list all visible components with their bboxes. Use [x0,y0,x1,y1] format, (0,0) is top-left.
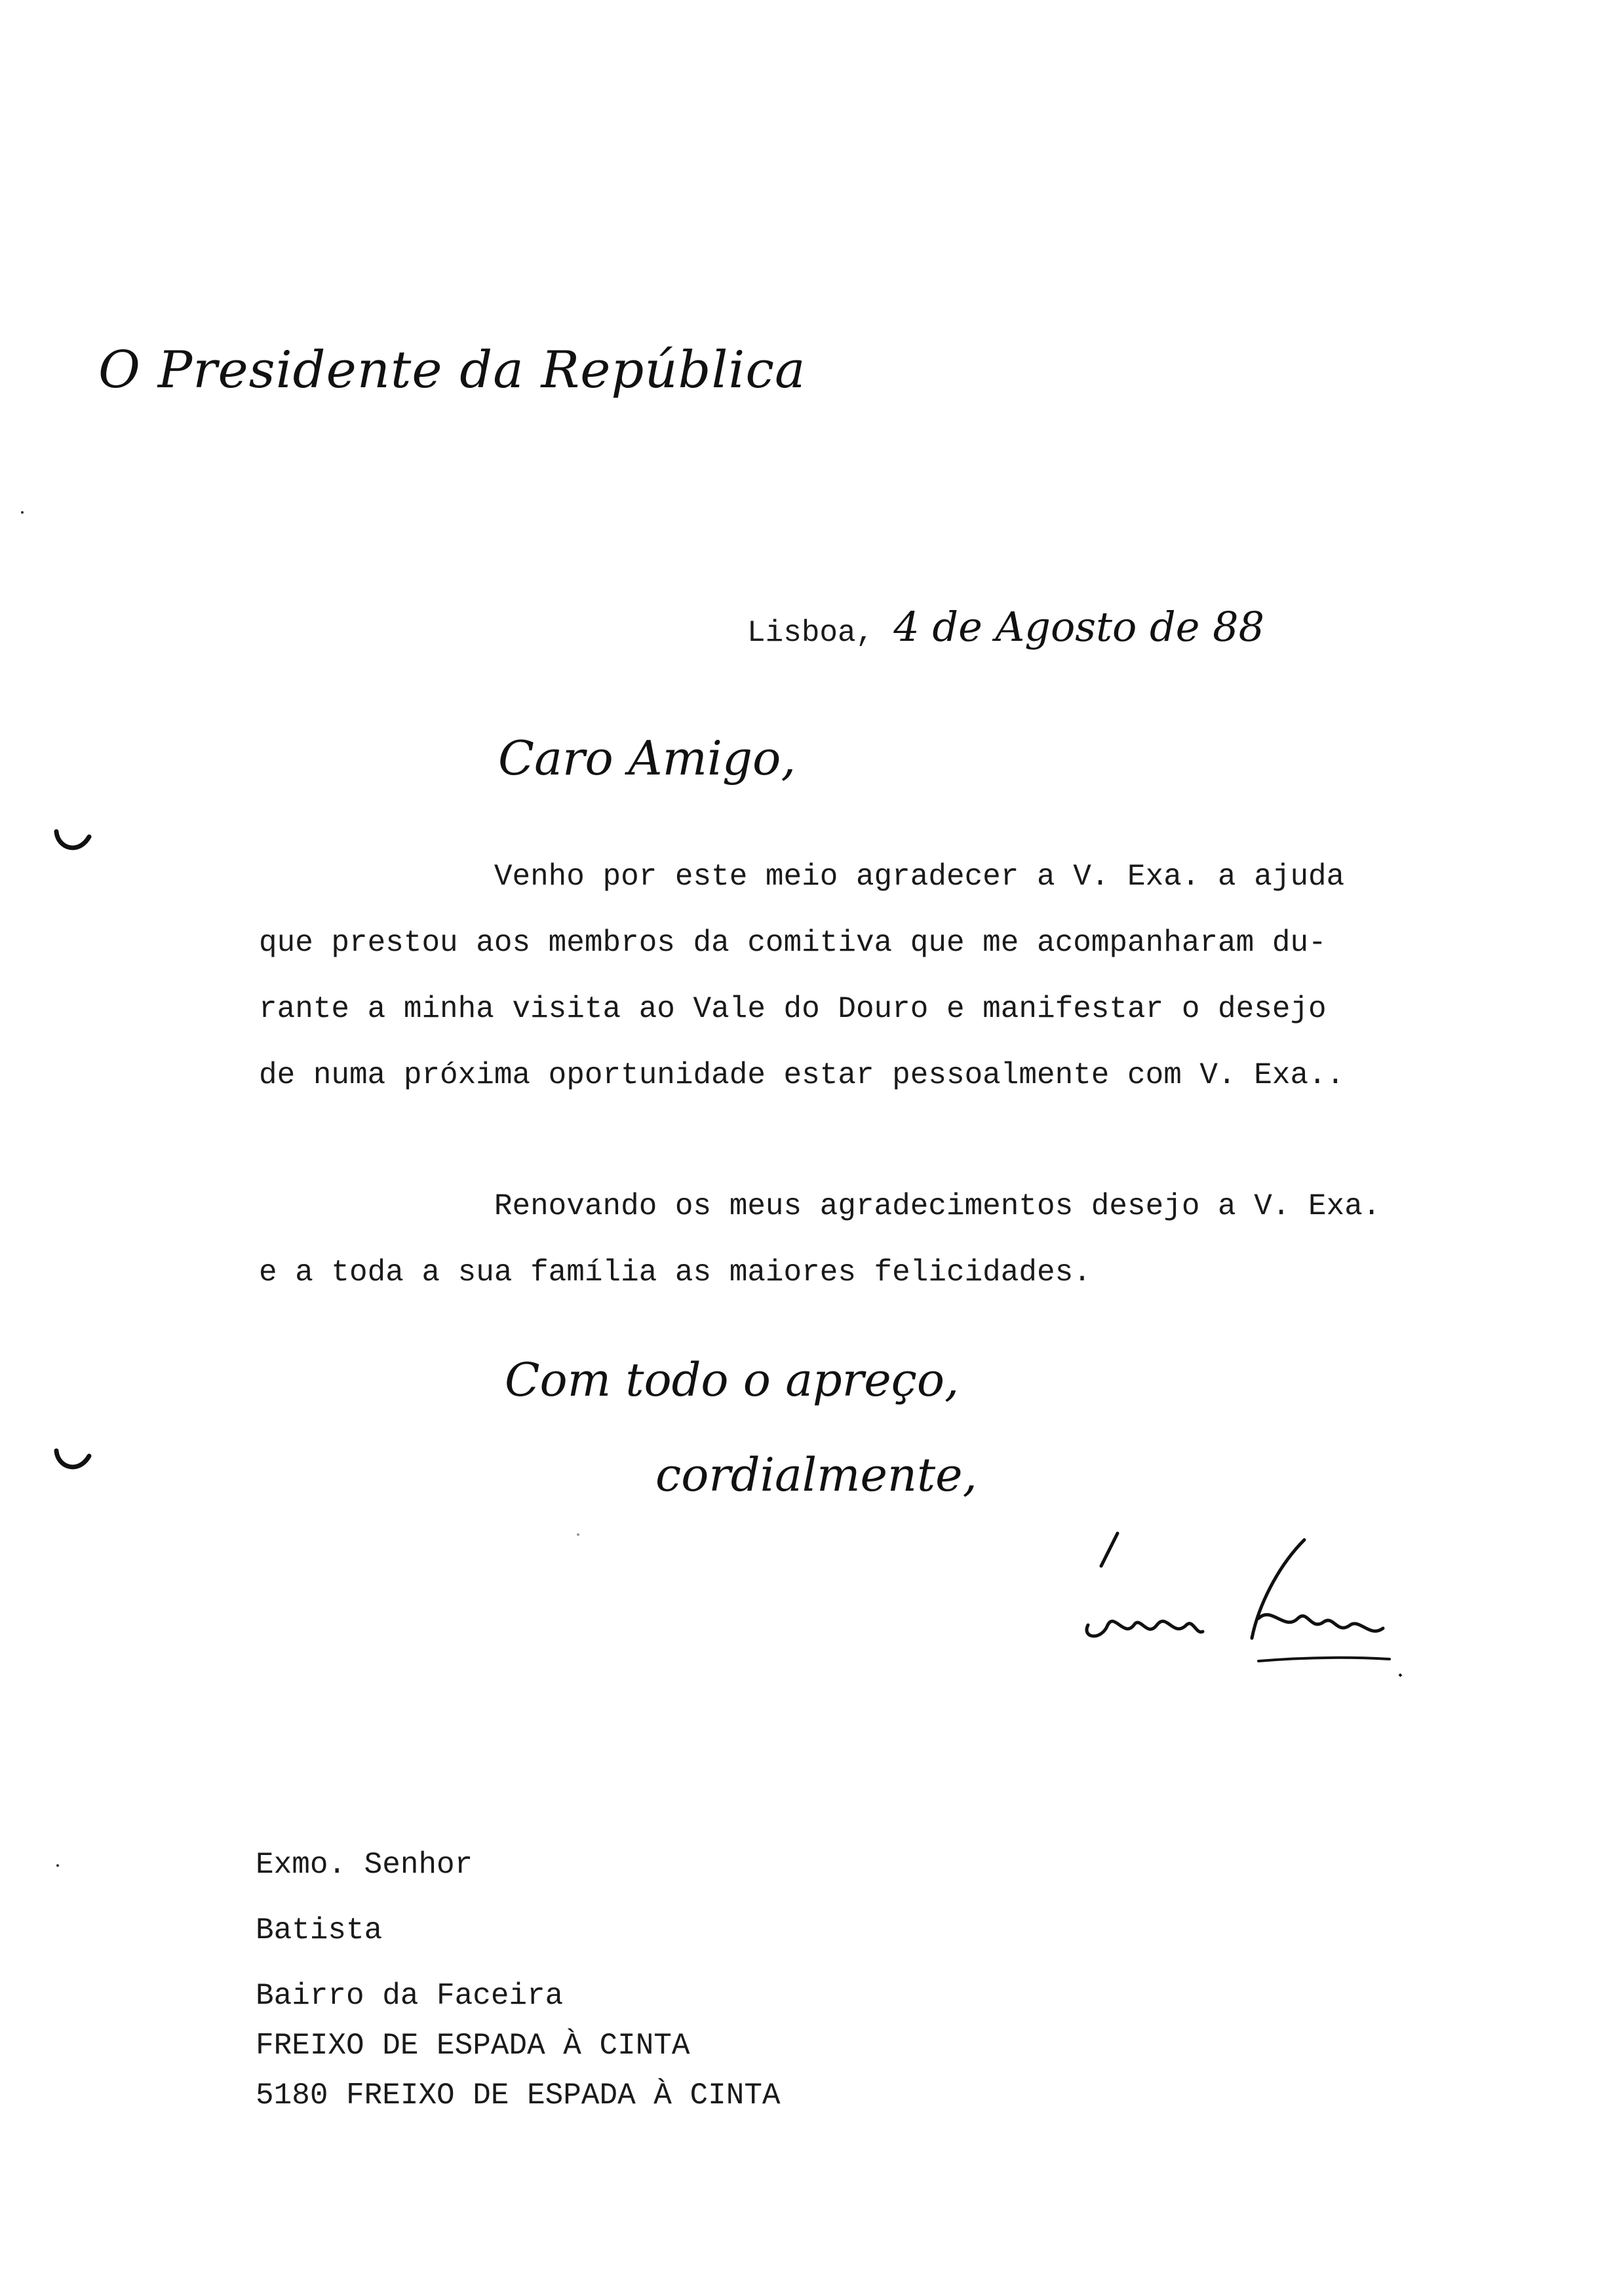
paper-speck [21,511,24,514]
paper-speck [577,1533,579,1536]
closing-line-1: Com todo o apreço, [505,1353,960,1407]
body-line: Venho por este meio agradecer a V. Exa. a ajuda [259,860,1345,894]
signature [1062,1527,1403,1677]
address-town: FREIXO DE ESPADA À CINTA [256,2029,690,2063]
date-handwritten: 4 de Agosto de 88 [893,603,1265,651]
body-line: Renovando os meus agradecimentos desejo a V. Exa. [259,1189,1381,1223]
address-salutation: Exmo. Senhor [256,1848,473,1882]
date-line [747,603,1264,651]
salutation: Caro Amigo, [498,731,796,786]
letterhead-title: O Presidente da República [98,341,806,400]
address-name: Batista [256,1913,383,1947]
recipient-address [256,1840,781,2120]
paper-speck [56,1864,59,1867]
body-line: rante a minha visita ao Vale do Douro e manifestar o desejo [259,992,1327,1026]
letter-body [259,844,1544,1306]
punch-hole-mark-icon [52,822,92,862]
address-street: Bairro da Faceira [256,1979,564,2013]
date-place: Lisboa, [747,616,874,650]
body-line: e a toda a sua família as maiores felicidades. [259,1255,1091,1290]
punch-hole-mark-icon [52,1442,92,1481]
body-line: que prestou aos membros da comitiva que me acompanharam du- [259,926,1327,960]
closing-line-2: cordialmente, [655,1448,977,1502]
address-postal: 5180 FREIXO DE ESPADA À CINTA [256,2078,781,2113]
body-line: de numa próxima oportunidade estar pessoalmente com V. Exa.. [259,1058,1345,1092]
